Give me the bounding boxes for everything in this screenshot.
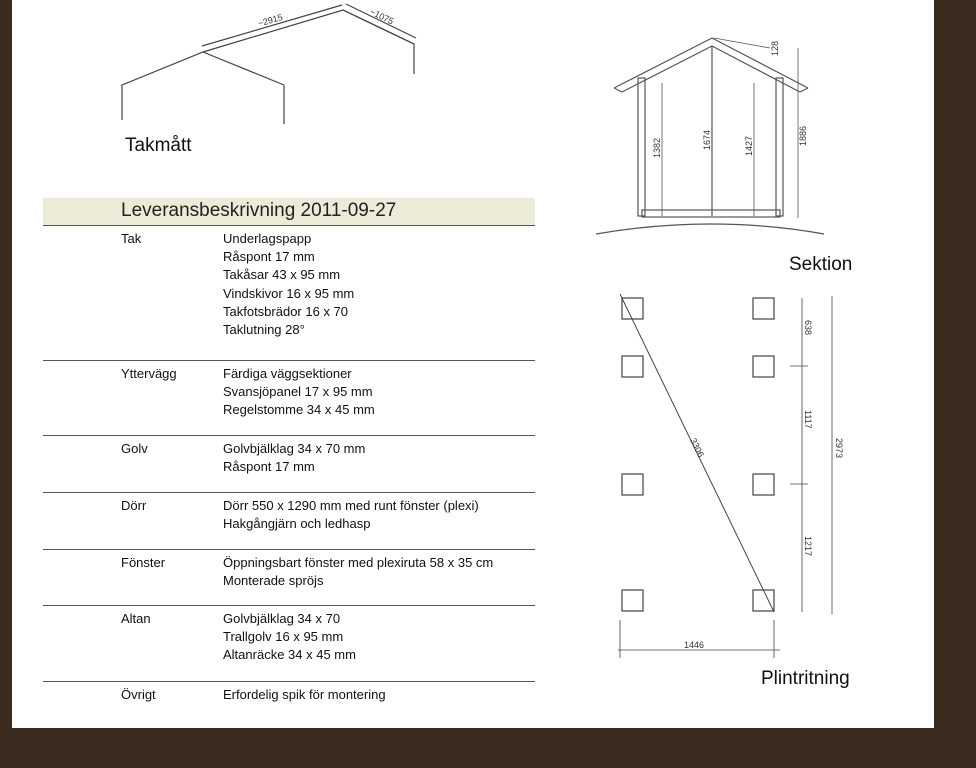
- plinth-dim-total: 2973: [834, 438, 844, 459]
- ground-line: [596, 224, 824, 234]
- spec-label: Tak: [121, 231, 142, 246]
- spec-row-dorr: [43, 492, 535, 550]
- spec-item: Altanräcke 34 x 45 mm: [223, 647, 356, 663]
- spec-items: [223, 610, 356, 665]
- section-dim-eave: 128: [770, 40, 780, 56]
- plinth: [622, 298, 643, 319]
- spec-item: Dörr 550 x 1290 mm med runt fönster (plexi): [223, 498, 479, 513]
- spec-row-altan: [43, 605, 535, 682]
- roof-heading: Takmått: [125, 135, 192, 156]
- plinth: [753, 474, 774, 495]
- roof-width-dim: ~1075: [368, 6, 396, 27]
- spec-items: [223, 497, 479, 533]
- spec-item: Taklutning 28°: [223, 322, 305, 338]
- floor: [642, 210, 780, 217]
- plinth-drawing: [610, 288, 850, 668]
- spec-items: [223, 554, 493, 590]
- length-dim-line: [202, 5, 342, 46]
- spec-item: Regelstomme 34 x 45 mm: [223, 402, 375, 418]
- spec-item: Erfordelig spik för montering: [223, 687, 386, 702]
- spec-label: Övrigt: [121, 687, 156, 702]
- spec-item: Råspont 17 mm: [223, 249, 315, 265]
- spec-item: Trallgolv 16 x 95 mm: [223, 629, 344, 645]
- plinth-dim-seg3: 1217: [803, 536, 813, 557]
- spec-label: Fönster: [121, 555, 166, 570]
- spec-items: [223, 440, 365, 476]
- spec-label: Golv: [121, 441, 148, 456]
- plinth-dim-seg1: 638: [803, 320, 813, 336]
- plinth-dim-diagonal: 3306: [688, 436, 706, 459]
- spec-items: [223, 365, 375, 420]
- spec-items: [223, 230, 354, 339]
- spec-title: Leveransbeskrivning 2011-09-27: [121, 200, 397, 221]
- spec-row-fonster: [43, 549, 535, 606]
- spec-item: Takåsar 43 x 95 mm: [223, 267, 341, 283]
- section-dim-left: 1382: [652, 137, 662, 158]
- spec-item: Vindskivor 16 x 95 mm: [223, 285, 355, 301]
- section-dim-total: 1886: [798, 125, 808, 146]
- plinth: [753, 298, 774, 319]
- spec-item: Svansjöpanel 17 x 95 mm: [223, 384, 373, 400]
- spec-item: Öppningsbart fönster med plexiruta 58 x 35 cm: [223, 555, 494, 570]
- right-wall: [776, 78, 783, 216]
- spec-label: Altan: [121, 611, 151, 626]
- spec-row-golv: [43, 435, 535, 493]
- plinth: [622, 356, 643, 377]
- spec-item: Hakgångjärn och ledhasp: [223, 516, 371, 532]
- spec-label: Dörr: [121, 498, 147, 513]
- spec-item: Golvbjälklag 34 x 70 mm: [223, 441, 366, 456]
- spec-row-yttervagg: [43, 360, 535, 436]
- plinth: [622, 590, 643, 611]
- plinth: [753, 590, 774, 611]
- plinth-dim-width: 1446: [684, 640, 705, 650]
- spec-items: [223, 686, 386, 704]
- spec-item: Färdiga väggsektioner: [223, 366, 352, 381]
- section-heading: Sektion: [789, 254, 853, 275]
- left-wall: [638, 78, 645, 216]
- section-dim-ridge: 1674: [702, 129, 712, 150]
- plinth: [622, 474, 643, 495]
- spec-item: Monterade spröjs: [223, 573, 324, 589]
- spec-item: Underlagspapp: [223, 231, 312, 246]
- roof-ridge: [203, 52, 284, 85]
- roof-drawing: [110, 2, 430, 127]
- spec-row-ovrigt: [43, 681, 535, 712]
- roof-length-dim: ~2915: [256, 12, 284, 29]
- spec-item: Råspont 17 mm: [223, 459, 315, 475]
- section-dim-inner: 1427: [744, 135, 754, 156]
- section-drawing: [592, 28, 832, 243]
- plinth-dim-seg2: 1117: [803, 410, 813, 429]
- spec-item: Takfotsbrädor 16 x 70: [223, 303, 349, 319]
- spec-item: Golvbjälklag 34 x 70: [223, 611, 341, 626]
- plinth-heading: Plintritning: [761, 668, 850, 689]
- spec-row-tak: [43, 225, 535, 361]
- spec-label: Yttervägg: [121, 366, 177, 381]
- plinth: [753, 356, 774, 377]
